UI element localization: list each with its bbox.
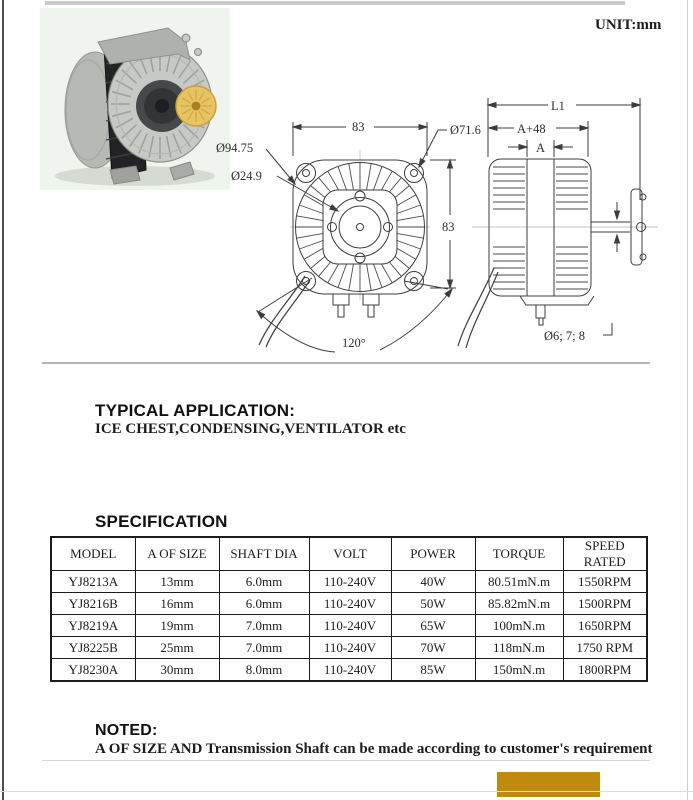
dim-label-a: A xyxy=(536,141,546,155)
section-divider xyxy=(42,362,650,364)
dim-label-l1: L1 xyxy=(551,99,565,113)
cell: 110-240V xyxy=(309,659,391,682)
cell: YJ8219A xyxy=(51,615,135,637)
dim-label-mount-dia: Ø94.75 xyxy=(216,141,254,155)
cell: 25mm xyxy=(135,637,219,659)
cell: 85W xyxy=(391,659,475,682)
cell: 30mm xyxy=(135,659,219,682)
cell: YJ8230A xyxy=(51,659,135,682)
noted-heading: NOTED: xyxy=(95,722,158,739)
unit-label: UNIT:mm xyxy=(595,17,662,33)
cell: 1550RPM xyxy=(563,571,647,593)
cell: 118mN.m xyxy=(475,637,563,659)
cell: 65W xyxy=(391,615,475,637)
cell: YJ8225B xyxy=(51,637,135,659)
dim-label-angle: 120° xyxy=(342,336,366,350)
cell: 19mm xyxy=(135,615,219,637)
cell: 80.51mN.m xyxy=(475,571,563,593)
cell: 8.0mm xyxy=(219,659,309,682)
table-row xyxy=(51,571,647,593)
specification-table xyxy=(50,536,648,682)
table-row xyxy=(51,593,647,615)
col-header: SPEED RATED xyxy=(563,537,647,571)
typical-application-heading: TYPICAL APPLICATION: xyxy=(95,401,296,420)
top-gray-bar xyxy=(45,1,625,5)
lead-wire xyxy=(466,272,498,348)
front-view-drawing xyxy=(257,122,456,352)
terminal xyxy=(363,294,379,305)
cell: 110-240V xyxy=(309,593,391,615)
cell: 16mm xyxy=(135,593,219,615)
terminal xyxy=(333,294,349,305)
lead-wire xyxy=(266,280,310,347)
lead-wire xyxy=(458,268,494,346)
dim-label-a48: A+48 xyxy=(517,122,546,136)
table-row xyxy=(51,637,647,659)
cell: 100mN.m xyxy=(475,615,563,637)
table-row xyxy=(51,615,647,637)
screw xyxy=(182,34,190,42)
dim-label-height: 83 xyxy=(442,220,455,234)
col-header: SHAFT DIA xyxy=(219,537,309,571)
col-header: MODEL xyxy=(51,537,135,571)
cell: YJ8213A xyxy=(51,571,135,593)
cell: 13mm xyxy=(135,571,219,593)
specification-heading: SPECIFICATION xyxy=(95,512,228,531)
cell: 40W xyxy=(391,571,475,593)
cell: 110-240V xyxy=(309,571,391,593)
side-fins xyxy=(493,167,588,289)
cell: 70W xyxy=(391,637,475,659)
side-view-drawing xyxy=(458,98,658,348)
motor-photo xyxy=(40,8,230,190)
dim-label-ring-dia: Ø71.6 xyxy=(450,123,481,137)
technical-drawing xyxy=(210,85,675,357)
cell: 1650RPM xyxy=(563,615,647,637)
gold-accent-block xyxy=(497,772,600,797)
cell: 150mN.m xyxy=(475,659,563,682)
page-bottom-line xyxy=(0,791,693,792)
dim-label-width: 83 xyxy=(352,120,365,134)
cell: 110-240V xyxy=(309,615,391,637)
cell: 6.0mm xyxy=(219,571,309,593)
terminal xyxy=(536,305,545,318)
noted-underline xyxy=(42,760,650,761)
page-left-border xyxy=(2,0,4,800)
col-header: VOLT xyxy=(309,537,391,571)
cell: 1750 RPM xyxy=(563,637,647,659)
side-body-outline xyxy=(489,159,591,296)
cell: 6.0mm xyxy=(219,593,309,615)
noted-text: A OF SIZE AND Transmission Shaft can be made according to customer's requirement xyxy=(95,741,653,757)
cell: 85.82mN.m xyxy=(475,593,563,615)
col-header: POWER xyxy=(391,537,475,571)
cell: YJ8216B xyxy=(51,593,135,615)
cell: 1800RPM xyxy=(563,659,647,682)
screw xyxy=(195,49,202,56)
typical-application-text: ICE CHEST,CONDENSING,VENTILATOR etc xyxy=(95,421,406,437)
col-header: A OF SIZE xyxy=(135,537,219,571)
dim-label-hub-dia: Ø24.9 xyxy=(231,169,262,183)
dim-label-shaft-dia: Ø6; 7; 8 xyxy=(544,329,585,343)
table-header-row xyxy=(51,537,647,571)
cell: 110-240V xyxy=(309,637,391,659)
col-header: TORQUE xyxy=(475,537,563,571)
cell: 50W xyxy=(391,593,475,615)
cell: 7.0mm xyxy=(219,637,309,659)
table-row xyxy=(51,659,647,682)
page-right-border xyxy=(687,0,688,800)
cell: 1500RPM xyxy=(563,593,647,615)
cell: 7.0mm xyxy=(219,615,309,637)
